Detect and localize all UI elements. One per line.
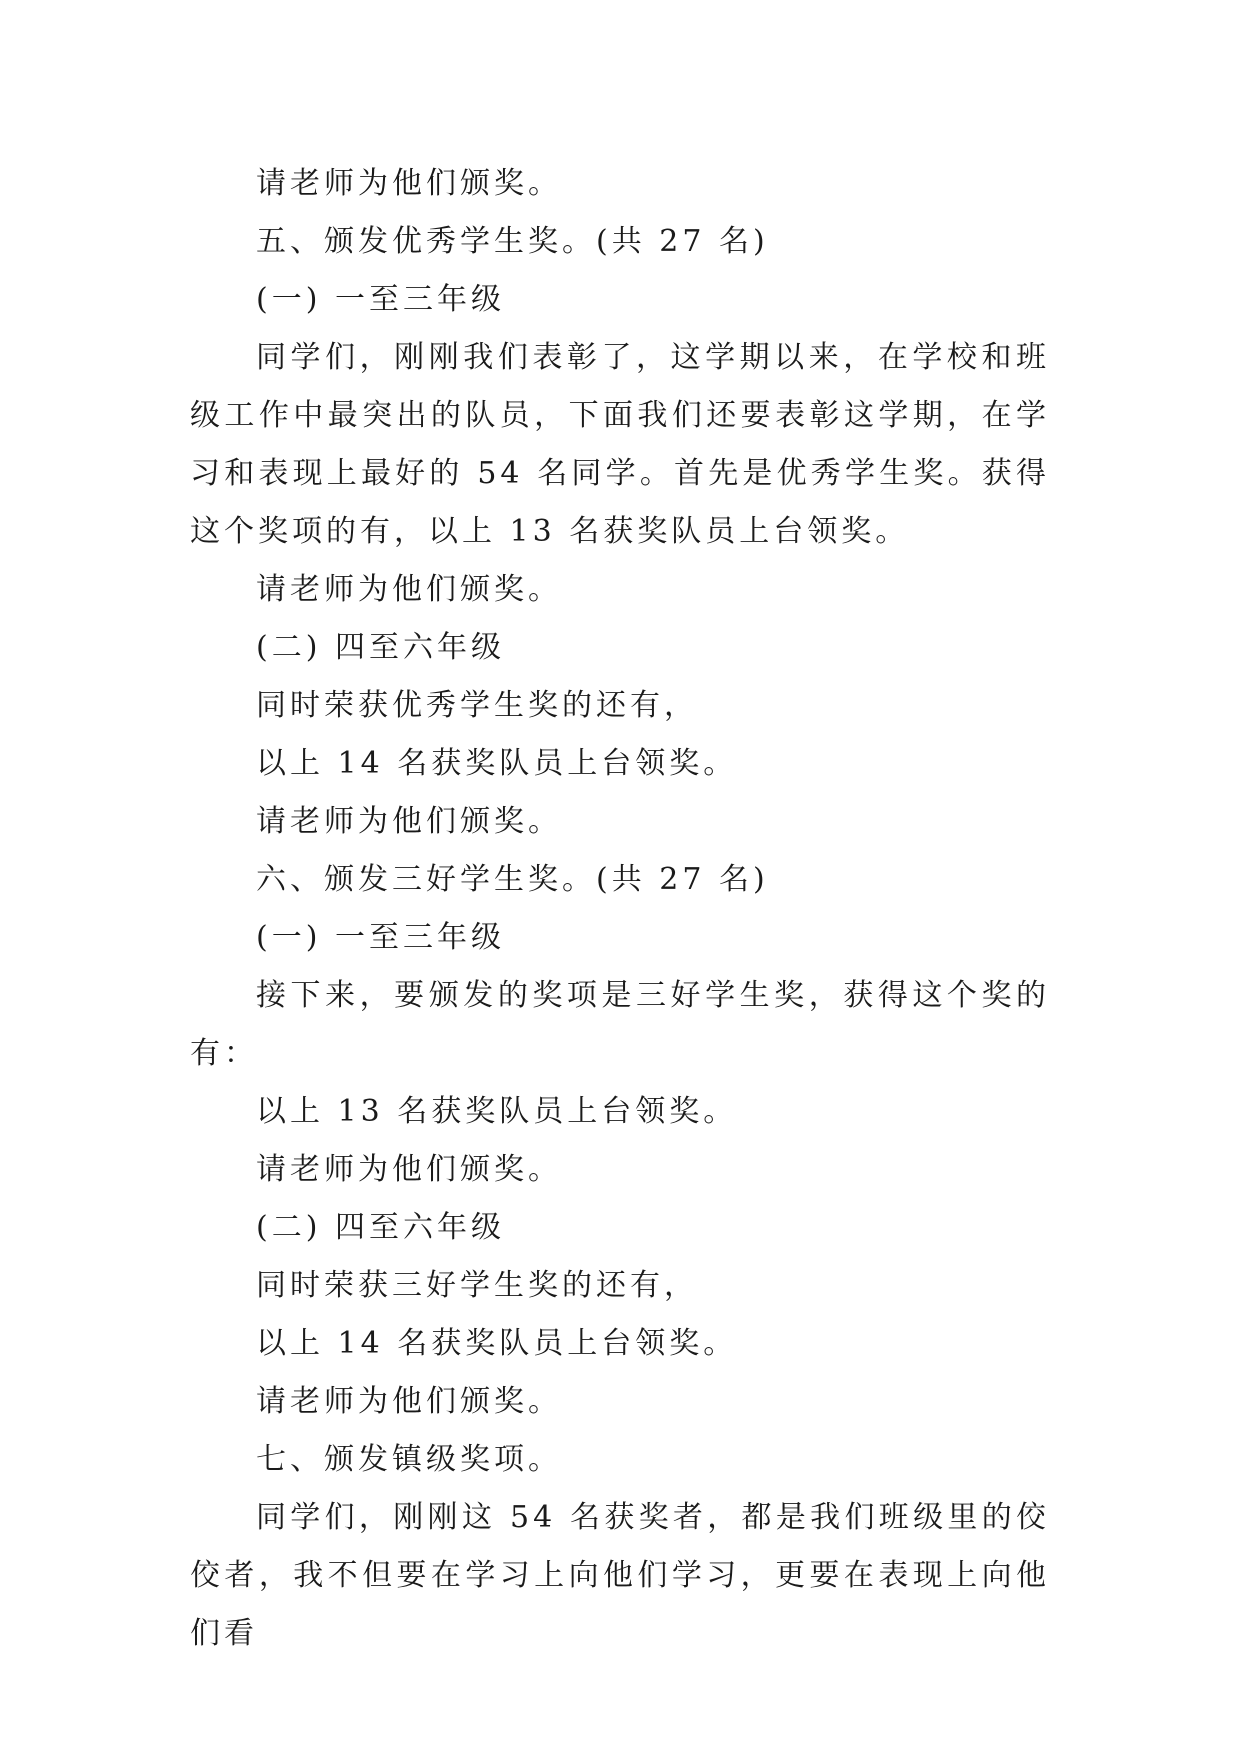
heading-section-5: 五、颁发优秀学生奖。(共 27 名) [256,224,769,259]
heading-section-7: 七、颁发镇级奖项。 [256,1442,562,1477]
subheading-grades-4-6: (二) 四至六年级 [256,630,505,665]
paragraph-three-good-intro: 接下来，要颁发的奖项是三好学生奖，获得这个奖的有： [190,978,1050,1071]
paragraph-excellent-students-intro: 同学们，刚刚我们表彰了，这学期以来，在学校和班级工作中最突出的队员，下面我们还要表彰这学期，在学习和表现上最好的 54 名同学。首先是优秀学生奖。获得这个奖项的有，以上 13 名获奖队员上台领奖。 [190,340,1050,549]
paragraph-teacher-present-4: 请老师为他们颁奖。 [256,1152,562,1187]
heading-section-6: 六、颁发三好学生奖。(共 27 名) [256,862,769,897]
paragraph-teacher-present-5: 请老师为他们颁奖。 [256,1384,562,1419]
paragraph-teacher-present-3: 请老师为他们颁奖。 [256,804,562,839]
subheading-grades-4-6-b: (二) 四至六年级 [256,1210,505,1245]
paragraph-14-awardees: 以上 14 名获奖队员上台领奖。 [256,746,738,781]
paragraph-13-awardees: 以上 13 名获奖队员上台领奖。 [256,1094,738,1129]
paragraph-excellent-students-also: 同时荣获优秀学生奖的还有， [256,688,698,723]
subheading-grades-1-3: (一) 一至三年级 [256,282,505,317]
paragraph-14-awardees-b: 以上 14 名获奖队员上台领奖。 [256,1326,738,1361]
subheading-grades-1-3-b: (一) 一至三年级 [256,920,505,955]
document-body [190,155,1050,1663]
paragraph-teacher-present-1: 请老师为他们颁奖。 [256,166,562,201]
paragraph-teacher-present-2: 请老师为他们颁奖。 [256,572,562,607]
paragraph-three-good-also: 同时荣获三好学生奖的还有， [256,1268,698,1303]
paragraph-town-awards-intro: 同学们，刚刚这 54 名获奖者，都是我们班级里的佼佼者，我不但要在学习上向他们学习，更要在表现上向他们看 [190,1500,1050,1651]
